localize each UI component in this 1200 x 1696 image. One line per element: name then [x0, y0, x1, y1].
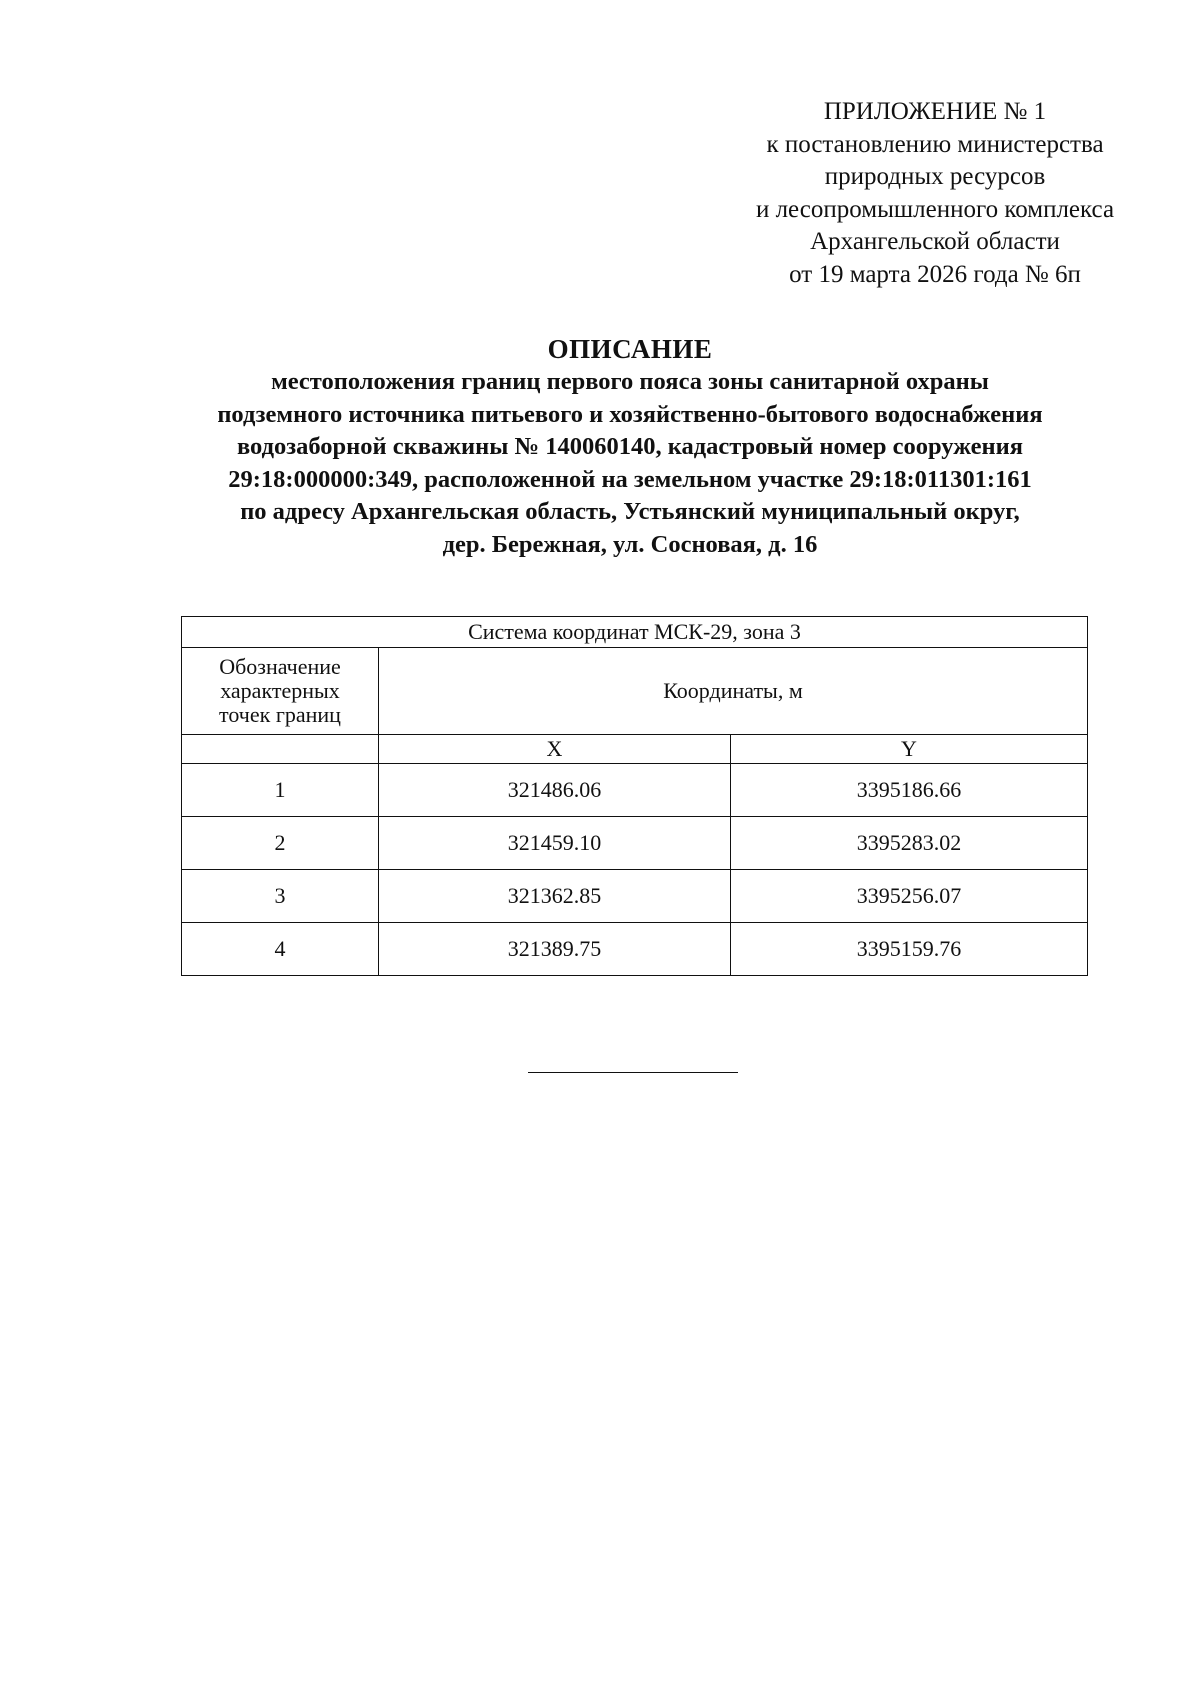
coords-header-cell: Координаты, м: [379, 648, 1088, 735]
title-line: дер. Бережная, ул. Сосновая, д. 16: [442, 530, 818, 558]
title-line: по адресу Архангельская область, Устьянский муниципальный округ,: [240, 498, 1020, 525]
point-header-line: Обозначение: [219, 654, 341, 679]
x-cell: 321486.06: [379, 764, 731, 817]
table-axes-row: [182, 735, 1088, 764]
table-row: [182, 923, 1088, 976]
coordinate-system-cell: Система координат МСК-29, зона 3: [182, 617, 1088, 648]
point-cell: 3: [182, 870, 379, 923]
y-cell: 3395159.76: [731, 923, 1088, 976]
coordinates-table: [181, 616, 1088, 976]
title-line: подземного источника питьевого и хозяйственно-бытового водоснабжения: [217, 400, 1043, 428]
table-row: [182, 817, 1088, 870]
point-cell: 4: [182, 923, 379, 976]
appendix-ref-line: Архангельской области: [810, 228, 1060, 255]
x-header-cell: X: [379, 735, 731, 764]
point-cell: 2: [182, 817, 379, 870]
empty-cell: [182, 735, 379, 764]
x-cell: 321362.85: [379, 870, 731, 923]
y-cell: 3395256.07: [731, 870, 1088, 923]
closing-divider: [528, 1072, 738, 1073]
table-row: [182, 764, 1088, 817]
title-main: ОПИСАНИЕ: [547, 334, 713, 364]
title-line: 29:18:000000:349, расположенной на земельном участке 29:18:011301:161: [228, 465, 1032, 493]
point-header-line: характерных: [220, 678, 340, 703]
title-line: водозаборной скважины № 140060140, кадастровый номер сооружения: [236, 433, 1024, 460]
appendix-ref-line: и лесопромышленного комплекса: [755, 195, 1115, 223]
appendix-number: ПРИЛОЖЕНИЕ № 1: [823, 98, 1047, 125]
table-row: [182, 870, 1088, 923]
appendix-header: [700, 96, 1170, 291]
table-header-row: [182, 648, 1088, 735]
point-cell: 1: [182, 764, 379, 817]
x-cell: 321389.75: [379, 923, 731, 976]
point-header-cell: [182, 648, 379, 735]
table-system-row: [182, 617, 1088, 648]
y-cell: 3395283.02: [731, 817, 1088, 870]
x-cell: 321459.10: [379, 817, 731, 870]
title-line: местоположения границ первого пояса зоны санитарной охраны: [271, 368, 989, 395]
y-header-cell: Y: [731, 735, 1088, 764]
point-header-line: точек границ: [219, 702, 341, 727]
appendix-date: от 19 марта 2026 года № 6п: [789, 260, 1081, 288]
appendix-ref-line: к постановлению министерства: [766, 130, 1104, 158]
y-cell: 3395186.66: [731, 764, 1088, 817]
document-title: [120, 332, 1140, 561]
appendix-ref-line: природных ресурсов: [824, 163, 1046, 190]
